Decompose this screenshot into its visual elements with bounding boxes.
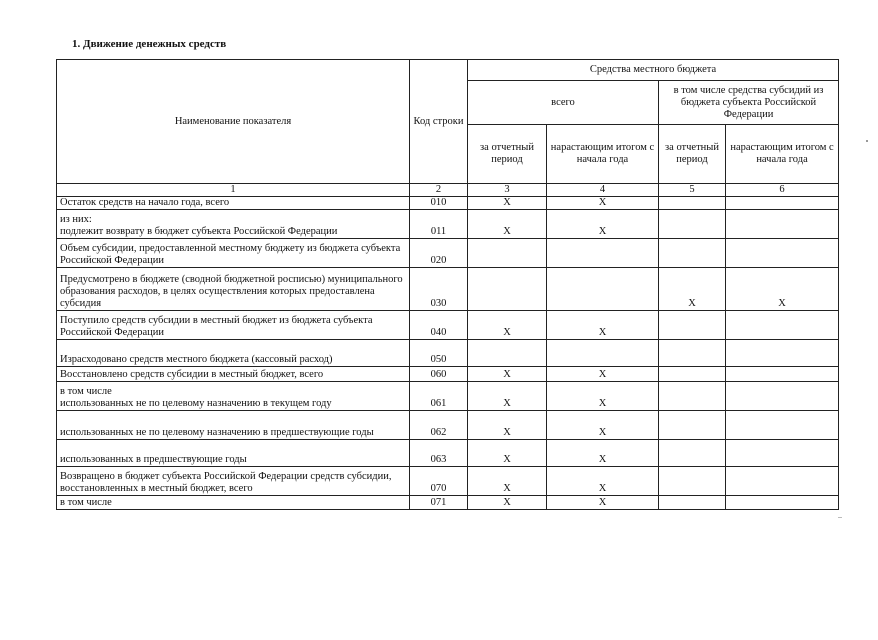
cell-col5 xyxy=(659,496,726,510)
cell-col5 xyxy=(659,197,726,210)
row-code: 050 xyxy=(410,340,468,367)
cell-col3: X xyxy=(468,210,547,239)
cell-col6 xyxy=(726,382,839,411)
cell-col3: X xyxy=(468,440,547,467)
table-row xyxy=(57,210,839,239)
header-reporting-period-subsidy: за отчетный период xyxy=(659,125,726,184)
cell-col4: X xyxy=(547,367,659,382)
cell-col3: X xyxy=(468,367,547,382)
cell-col4: X xyxy=(547,210,659,239)
column-number: 2 xyxy=(410,184,468,197)
row-name: использованных в предшествующие годы xyxy=(57,440,410,467)
row-name: из них: подлежит возврату в бюджет субъекта Российской Федерации xyxy=(57,210,410,239)
cell-col4: X xyxy=(547,311,659,340)
row-code: 071 xyxy=(410,496,468,510)
row-code: 063 xyxy=(410,440,468,467)
column-number: 4 xyxy=(547,184,659,197)
column-number: 1 xyxy=(57,184,410,197)
row-code: 030 xyxy=(410,268,468,311)
cell-col3: X xyxy=(468,382,547,411)
cell-col5 xyxy=(659,239,726,268)
row-name: использованных не по целевому назначению в предшествующие годы xyxy=(57,411,410,440)
row-name: в том числе xyxy=(57,496,410,510)
header-local-budget: Средства местного бюджета xyxy=(468,60,839,81)
row-name: Возвращено в бюджет субъекта Российской Федерации средств субсидии, восстановленных в местный бюджет, всего xyxy=(57,467,410,496)
row-code: 011 xyxy=(410,210,468,239)
cell-col4 xyxy=(547,340,659,367)
header-reporting-period: за отчетный период xyxy=(468,125,547,184)
table-row xyxy=(57,496,839,510)
table-row xyxy=(57,311,839,340)
cell-col6 xyxy=(726,496,839,510)
cell-col5 xyxy=(659,411,726,440)
row-name: Остаток средств на начало года, всего xyxy=(57,197,410,210)
cell-col4: X xyxy=(547,496,659,510)
scan-speck xyxy=(866,140,868,142)
cell-col4: X xyxy=(547,411,659,440)
table-row xyxy=(57,411,839,440)
cell-col4 xyxy=(547,268,659,311)
header-cumulative-subsidy: нарастающим итогом с начала года xyxy=(726,125,839,184)
table-row xyxy=(57,197,839,210)
cell-col6: X xyxy=(726,268,839,311)
cell-col5: X xyxy=(659,268,726,311)
header-total: всего xyxy=(468,81,659,125)
cell-col5 xyxy=(659,367,726,382)
column-number: 6 xyxy=(726,184,839,197)
row-code: 070 xyxy=(410,467,468,496)
cell-col5 xyxy=(659,340,726,367)
cell-col6 xyxy=(726,239,839,268)
cell-col3: X xyxy=(468,411,547,440)
row-code: 010 xyxy=(410,197,468,210)
header-incl-subsidies: в том числе средства субсидий из бюджета субъекта Российской Федерации xyxy=(659,81,839,125)
column-number: 5 xyxy=(659,184,726,197)
cell-col4 xyxy=(547,239,659,268)
cell-col5 xyxy=(659,382,726,411)
cell-col4: X xyxy=(547,197,659,210)
row-name: в том числе использованных не по целевому назначению в текущем году xyxy=(57,382,410,411)
scan-mark xyxy=(838,517,842,518)
cell-col6 xyxy=(726,210,839,239)
row-name: Объем субсидии, предоставленной местному бюджету из бюджета субъекта Российской Федерации xyxy=(57,239,410,268)
row-code: 040 xyxy=(410,311,468,340)
cell-col5 xyxy=(659,467,726,496)
header-code: Код строки xyxy=(410,60,468,184)
row-code: 061 xyxy=(410,382,468,411)
cell-col5 xyxy=(659,440,726,467)
cash-flow-table xyxy=(56,59,839,510)
cell-col6 xyxy=(726,311,839,340)
cell-col3: X xyxy=(468,496,547,510)
row-code: 062 xyxy=(410,411,468,440)
cell-col3: X xyxy=(468,311,547,340)
cell-col6 xyxy=(726,440,839,467)
table-row xyxy=(57,367,839,382)
cell-col4: X xyxy=(547,382,659,411)
row-name: Восстановлено средств субсидии в местный бюджет, всего xyxy=(57,367,410,382)
cell-col6 xyxy=(726,411,839,440)
cell-col3 xyxy=(468,340,547,367)
cell-col5 xyxy=(659,210,726,239)
cell-col5 xyxy=(659,311,726,340)
cell-col6 xyxy=(726,367,839,382)
cell-col3 xyxy=(468,268,547,311)
table-row xyxy=(57,268,839,311)
table-row xyxy=(57,440,839,467)
row-code: 060 xyxy=(410,367,468,382)
cell-col3: X xyxy=(468,197,547,210)
table-row xyxy=(57,239,839,268)
cell-col3 xyxy=(468,239,547,268)
header-name: Наименование показателя xyxy=(57,60,410,184)
row-code: 020 xyxy=(410,239,468,268)
section-title: 1. Движение денежных средств xyxy=(72,38,227,50)
cell-col6 xyxy=(726,467,839,496)
cell-col6 xyxy=(726,340,839,367)
cell-col6 xyxy=(726,197,839,210)
row-name: Поступило средств субсидии в местный бюджет из бюджета субъекта Российской Федерации xyxy=(57,311,410,340)
header-cumulative: нарастающим итогом с начала года xyxy=(547,125,659,184)
cell-col4: X xyxy=(547,440,659,467)
row-name: Израсходовано средств местного бюджета (кассовый расход) xyxy=(57,340,410,367)
column-number: 3 xyxy=(468,184,547,197)
table-row xyxy=(57,382,839,411)
table-row xyxy=(57,340,839,367)
cell-col4: X xyxy=(547,467,659,496)
row-name: Предусмотрено в бюджете (сводной бюджетной росписью) муниципального образования расходов, в целях осуществления которых предоставлена субсидия xyxy=(57,268,410,311)
cell-col3: X xyxy=(468,467,547,496)
table-row xyxy=(57,467,839,496)
